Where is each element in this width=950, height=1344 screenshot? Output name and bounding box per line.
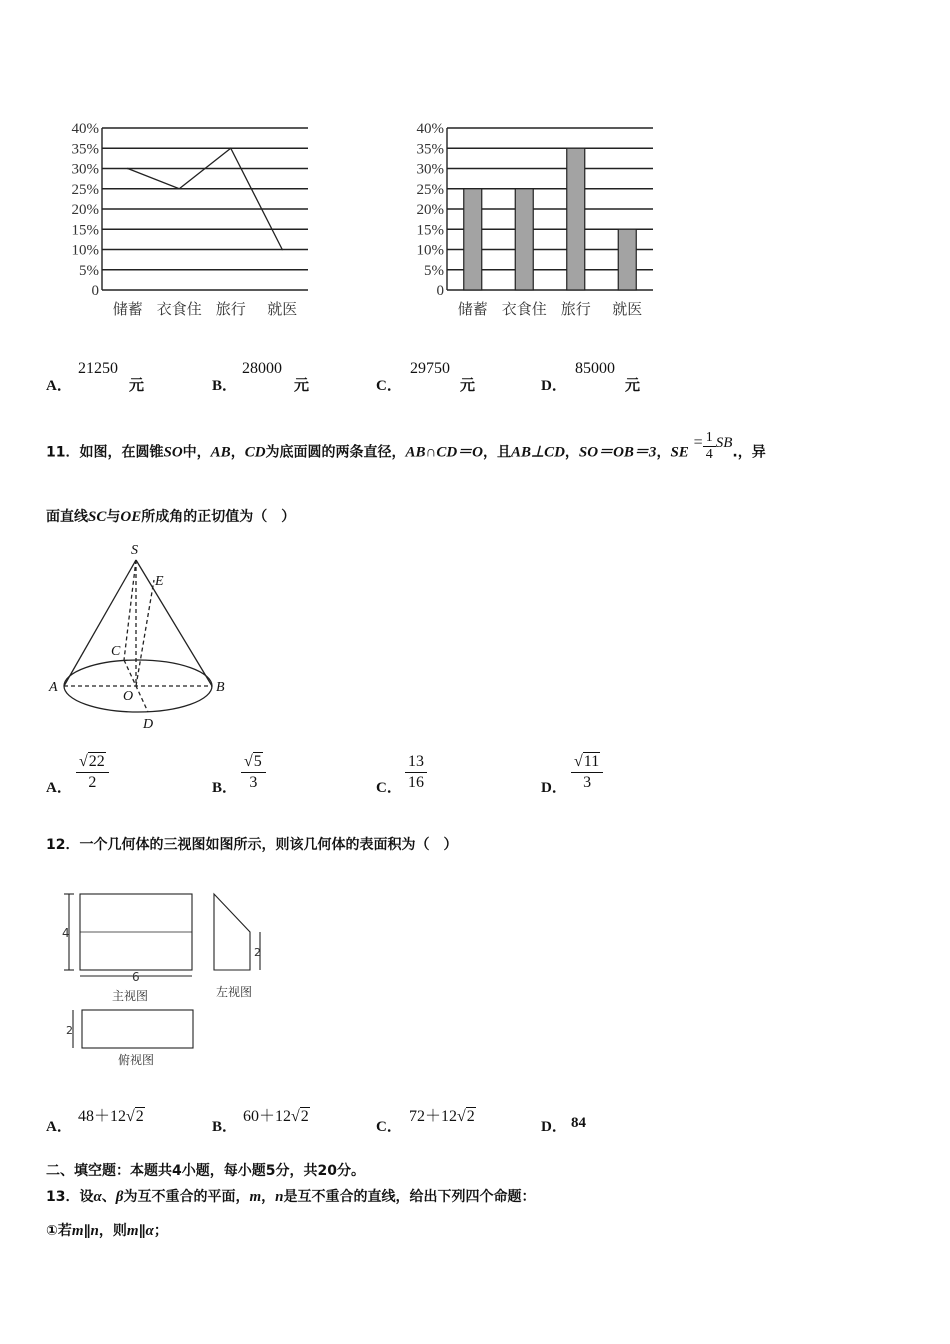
q12-option-c-letter: C．	[376, 1119, 402, 1135]
x-category-label: 旅行	[215, 300, 246, 318]
q13-beta: β	[115, 1189, 124, 1205]
x-category-label: 旅行	[560, 300, 591, 318]
q12-option-c-rad: 2	[466, 1108, 475, 1125]
x-category-label: 衣食住	[501, 300, 547, 318]
q13-text: 13．设	[46, 1189, 94, 1205]
label-d: D	[143, 717, 154, 732]
q11-ab-cap-cd: AB∩CD＝O	[405, 444, 483, 461]
q10-option-a-letter: A．	[46, 378, 72, 394]
data-point	[230, 147, 232, 149]
cone-edge-sb	[136, 560, 212, 686]
data-point	[127, 168, 129, 170]
q13-text: 是互不重合的直线，给出下列四个命题：	[283, 1189, 536, 1205]
q13-item1-alpha: α	[145, 1223, 154, 1239]
q10-option-b-letter: B．	[212, 378, 238, 394]
q13-item1-parallel2: ∥	[138, 1223, 146, 1239]
label-b: B	[216, 680, 225, 695]
q11-option-b-num: 5	[253, 753, 262, 770]
dim-2a-label: 2	[254, 946, 261, 959]
base-back-arc	[64, 660, 212, 686]
q11-stem-line2	[46, 506, 295, 526]
q12-option-a-main: 48＋12	[78, 1108, 127, 1125]
bar-chart-svg	[405, 118, 665, 328]
side-view-label: 左视图	[216, 985, 253, 999]
dim-2b-label: 2	[66, 1024, 73, 1037]
label-o: O	[123, 689, 134, 704]
q13-item1-m2: m	[126, 1223, 139, 1239]
q13-text: 为互不重合的平面，	[123, 1189, 250, 1205]
q11-option-a-num: 22	[88, 753, 105, 770]
q13-item1-text: ；	[153, 1223, 168, 1239]
data-point	[281, 249, 283, 251]
y-tick-label: 25%	[71, 181, 99, 198]
q12-option-a-value: 48＋12√2	[78, 1108, 144, 1125]
x-category-label: 储蓄	[457, 300, 488, 318]
y-tick-label: 15%	[71, 222, 99, 239]
q11-cd: CD	[244, 444, 266, 461]
cone-figure	[44, 540, 244, 735]
x-category-label: 就医	[612, 300, 643, 318]
q13-item1-m: m	[71, 1223, 84, 1239]
q12-stem: 12．一个几何体的三视图如图所示，则该几何体的表面积为（ ）	[46, 837, 458, 853]
y-tick-label: 5%	[79, 262, 99, 279]
y-tick-label: 40%	[416, 121, 444, 137]
x-category-label: 储蓄	[112, 300, 143, 318]
y-tick-label: 30%	[416, 161, 444, 178]
q13-text: ，	[261, 1189, 276, 1205]
q11-se: SE	[670, 444, 689, 461]
q11-option-a-letter: A．	[46, 780, 72, 796]
data-bar	[515, 189, 533, 290]
q11-option-b-value: $\frac{√5}{3}$	[241, 752, 266, 793]
data-bar	[567, 148, 585, 290]
y-tick-label: 0	[436, 283, 444, 299]
q10-option-d-value: 85000	[575, 360, 615, 377]
q11-option-c-value	[405, 752, 427, 793]
side-view-shape	[214, 894, 250, 970]
q11-option-c-den: 16	[408, 774, 424, 791]
q11-text: .，异	[732, 444, 766, 461]
q11-text: ，	[230, 444, 245, 461]
q11-option-c-num: 13	[405, 752, 427, 773]
label-a: A	[49, 680, 58, 695]
y-tick-label: 35%	[71, 141, 99, 158]
y-tick-label: 0	[91, 283, 99, 299]
q12-option-c-main: 72＋12	[409, 1108, 458, 1125]
q11-option-d-letter: D．	[541, 780, 567, 796]
q13-text: 、	[101, 1189, 116, 1205]
section-2-heading: 二、填空题：本题共4小题，每小题5分，共20分。	[46, 1163, 365, 1179]
q11-oe: OE	[120, 509, 142, 525]
q11-text: 中，	[182, 444, 211, 461]
q13-m: m	[249, 1189, 262, 1205]
q13-item1-text: ，则	[98, 1223, 127, 1239]
q11-sb: SB	[715, 434, 733, 451]
q12-option-b-value: 60＋12√2	[243, 1108, 309, 1125]
data-line	[128, 148, 283, 249]
q11-text: ，	[564, 444, 579, 461]
q13-item1-parallel: ∥	[83, 1223, 91, 1239]
q12-option-c-value: 72＋12√2	[409, 1108, 475, 1125]
q11-option-d-den: 3	[583, 774, 592, 791]
data-point	[178, 188, 180, 190]
top-view-rect	[82, 1010, 193, 1048]
q11-frac-num: 1	[703, 430, 716, 447]
q10-option-b-unit: 元	[294, 376, 310, 394]
y-tick-label: 25%	[416, 181, 444, 198]
q13-alpha: α	[93, 1189, 102, 1205]
x-category-label: 衣食住	[156, 300, 202, 318]
q11-option-b-den: 3	[249, 774, 258, 791]
q12-option-a-rad: 2	[135, 1108, 144, 1125]
q10-option-c-value: 29750	[410, 360, 450, 377]
q11-text: 面直线	[46, 509, 88, 525]
q10-option-a-unit: 元	[129, 376, 145, 394]
q11-se-eq: =	[693, 433, 703, 451]
data-bar	[618, 229, 636, 290]
top-view-label: 俯视图	[118, 1053, 155, 1067]
dim-4-label: 4	[62, 926, 70, 940]
x-category-label: 就医	[267, 300, 298, 318]
q12-option-d-letter: D．	[541, 1119, 567, 1135]
y-tick-label: 20%	[71, 202, 99, 218]
base-front-arc	[64, 686, 212, 712]
q12-option-a-letter: A．	[46, 1119, 72, 1135]
q10-option-c-letter: C．	[376, 378, 402, 394]
q11-text: 与	[106, 509, 121, 525]
front-view-label: 主视图	[112, 989, 149, 1003]
q11-text: 所成角的正切值为（ ）	[141, 509, 296, 525]
q11-frac-den: 4	[705, 447, 713, 462]
line-chart-svg	[60, 118, 320, 328]
y-tick-label: 20%	[416, 202, 444, 218]
q11-option-c-letter: C．	[376, 780, 402, 796]
dim-6-label: 6	[132, 970, 140, 984]
cone-edge-sa	[64, 560, 136, 686]
q12-option-b-rad: 2	[300, 1108, 309, 1125]
y-tick-label: 40%	[71, 121, 99, 137]
three-view-figure	[54, 884, 284, 1074]
q11-option-a-value: $\frac{√22}{2}$	[76, 752, 109, 793]
q11-ab: AB	[210, 444, 231, 461]
data-bar	[464, 189, 482, 290]
q12-option-d-value: 84	[571, 1115, 586, 1131]
q11-text: ，	[656, 444, 671, 461]
q11-text: 11．如图，在圆锥	[46, 444, 164, 461]
q11-option-a-den: 2	[88, 774, 97, 791]
q11-so: SO	[163, 444, 183, 461]
label-e: E	[155, 574, 164, 589]
y-tick-label: 15%	[416, 222, 444, 239]
segment-sc	[124, 560, 136, 660]
q11-fraction	[703, 430, 716, 463]
q10-option-d-unit: 元	[625, 376, 641, 394]
q11-so-ob: SO＝OB＝3	[578, 444, 657, 461]
q11-sc: SC	[88, 509, 107, 525]
q10-option-b-value: 28000	[242, 360, 282, 377]
label-s: S	[131, 543, 138, 558]
y-tick-label: 5%	[424, 262, 444, 279]
q13-item-1	[46, 1220, 168, 1240]
label-c: C	[111, 644, 121, 659]
q11-ab-perp-cd: AB⊥CD	[511, 444, 565, 461]
q10-option-d-letter: D．	[541, 378, 567, 394]
line-chart	[60, 118, 320, 328]
segment-oe	[136, 580, 154, 686]
q11-option-d-num: 11	[583, 753, 600, 770]
q13-n: n	[275, 1189, 284, 1205]
q12-option-b-main: 60＋12	[243, 1108, 292, 1125]
q11-option-d-value: $\frac{√11}{3}$	[571, 752, 603, 793]
y-tick-label: 10%	[416, 242, 444, 259]
q11-text: ，且	[483, 444, 511, 461]
q11-stem-line1	[46, 430, 766, 469]
y-tick-label: 30%	[71, 161, 99, 178]
q13-item1-n: n	[90, 1223, 99, 1239]
q10-option-c-unit: 元	[460, 376, 476, 394]
q10-option-a-value: 21250	[78, 360, 118, 377]
y-tick-label: 10%	[71, 242, 99, 259]
q13-stem	[46, 1186, 536, 1206]
q11-text: 为底面圆的两条直径，	[265, 444, 406, 461]
bar-chart	[405, 118, 665, 328]
y-tick-label: 35%	[416, 141, 444, 158]
q13-item1-text: ①若	[46, 1223, 72, 1239]
q12-option-b-letter: B．	[212, 1119, 238, 1135]
q11-option-b-letter: B．	[212, 780, 238, 796]
